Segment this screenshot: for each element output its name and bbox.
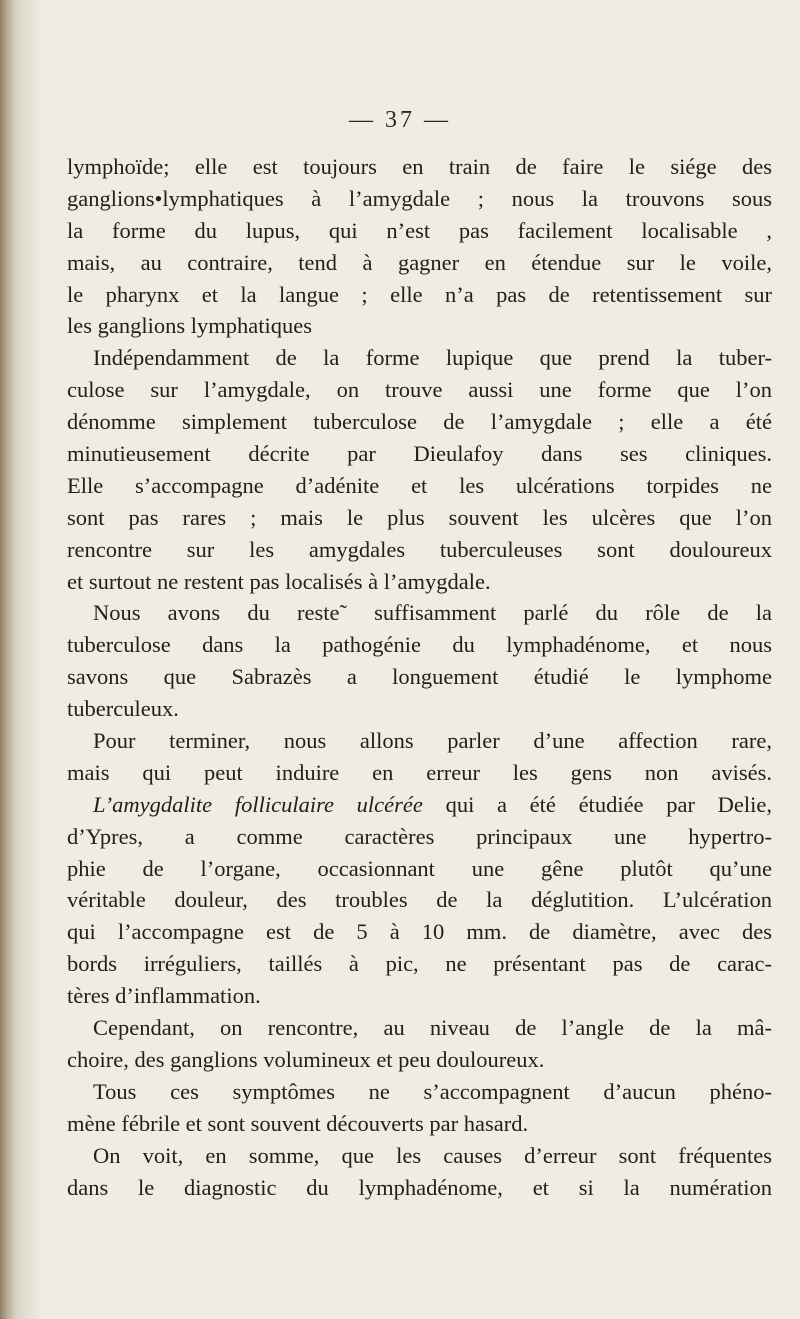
text-line: les ganglions lymphatiques xyxy=(67,313,312,339)
text-line: mène fébrile et sont souvent découverts par hasard. xyxy=(67,1110,529,1136)
text-line: On voit, en somme, que les causes d’erreur sont fréquentes xyxy=(93,1142,772,1168)
text-line: mais, au contraire, tend à gagner en étendue sur le voile, xyxy=(67,249,772,275)
text-line: sont pas rares ; mais le plus souvent les ulcères que l’on xyxy=(67,504,772,530)
text-line: culose sur l’amygdale, on trouve aussi une forme que l’on xyxy=(67,377,772,403)
text-line: Pour terminer, nous allons parler d’une affection rare, xyxy=(93,728,772,754)
text-line: Indépendamment de la forme lupique que prend la tuber- xyxy=(93,345,772,371)
text-line: Cependant, on rencontre, au niveau de l’angle de la mâ- xyxy=(93,1015,772,1041)
text-line: Tous ces symptômes ne s’accompagnent d’aucun phéno- xyxy=(93,1078,772,1104)
text-line: dénomme simplement tuberculose de l’amygdale ; elle a été xyxy=(67,409,772,435)
text-line: et surtout ne restent pas localisés à l’amygdale. xyxy=(67,568,491,594)
text-line: bords irréguliers, taillés à pic, ne présentant pas de carac- xyxy=(67,951,772,977)
text-line: rencontre sur les amygdales tuberculeuses sont douloureux xyxy=(67,536,772,562)
text-line: minutieusement décrite par Dieulafoy dans ses cliniques. xyxy=(67,441,772,467)
text-line: choire, des ganglions volumineux et peu douloureux. xyxy=(67,1046,545,1072)
text-line: tuberculeux. xyxy=(67,696,179,722)
text-line: phie de l’organe, occasionnant une gêne plutôt qu’une xyxy=(67,855,772,881)
text-line: Nous avons du reste˜ suffisamment parlé du rôle de la xyxy=(93,600,772,626)
text-line: mais qui peut induire en erreur les gens non avisés. xyxy=(67,759,772,785)
text-line: tuberculose dans la pathogénie du lymphadénome, et nous xyxy=(67,632,772,658)
text-line: savons que Sabrazès a longuement étudié le lymphome xyxy=(67,664,772,690)
page-binding-shadow xyxy=(0,0,14,1319)
text-line: lymphoïde; elle est toujours en train de faire le siége des xyxy=(67,154,772,179)
text-line: véritable douleur, des troubles de la déglutition. L’ulcération xyxy=(67,887,772,913)
text-line: ganglions•lymphatiques à l’amygdale ; nous la trouvons sous xyxy=(67,185,772,211)
text-line: la forme du lupus, qui n’est pas facilement localisable , xyxy=(67,217,772,243)
body-text xyxy=(67,151,772,1203)
text-line: tères d’inflammation. xyxy=(67,983,261,1009)
text-line: le pharynx et la langue ; elle n’a pas de retentissement sur xyxy=(67,281,772,307)
text-line: d’Ypres, a comme caractères principaux une hypertro- xyxy=(67,823,772,849)
text-line: Elle s’accompagne d’adénite et les ulcérations torpides ne xyxy=(67,472,772,498)
text-line: dans le diagnostic du lymphadénome, et si la numération xyxy=(67,1174,772,1200)
italic-term: L’amygdalite folliculaire ulcérée xyxy=(93,791,423,817)
text-line-with-italic xyxy=(67,789,772,821)
text-line-rest: qui a été étudiée par Delie, xyxy=(445,791,772,817)
page-number-header: — 37 — xyxy=(349,107,451,133)
text-line: qui l’accompagne est de 5 à 10 mm. de diamètre, avec des xyxy=(67,919,772,945)
